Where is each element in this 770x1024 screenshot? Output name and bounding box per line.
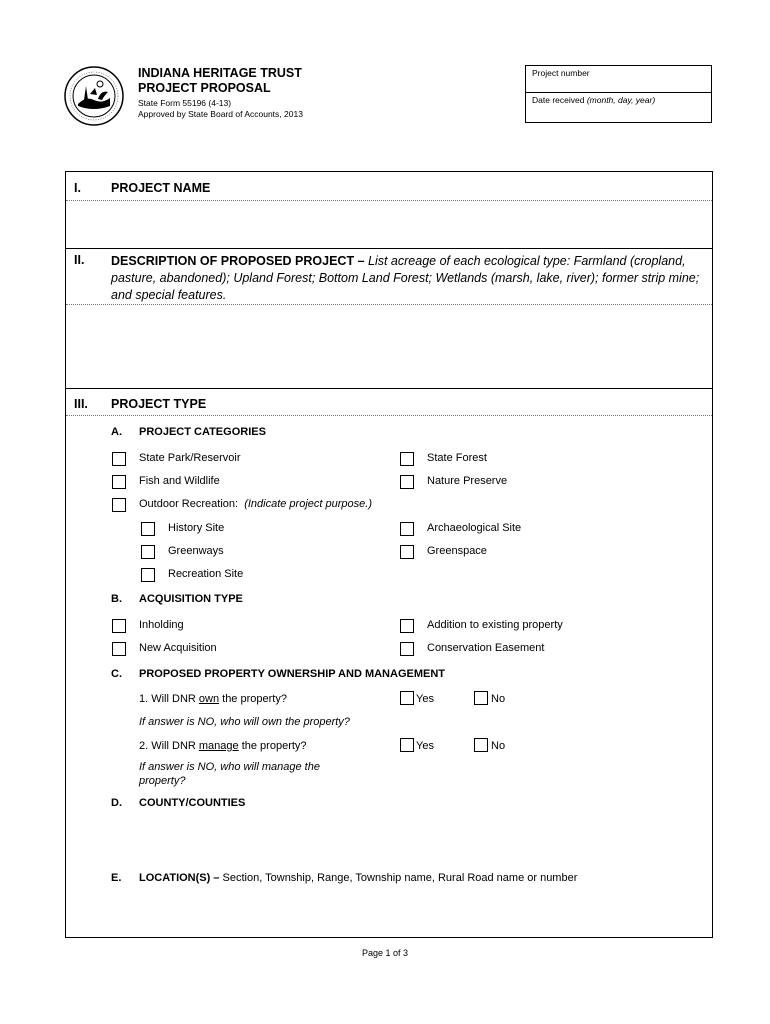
q1-post: the property? xyxy=(219,693,287,705)
checkbox-conservation-easement[interactable] xyxy=(400,642,414,656)
label-nature-preserve: Nature Preserve xyxy=(427,475,508,487)
subsection-a-title: PROJECT CATEGORIES xyxy=(139,426,266,438)
label-new-acquisition: New Acquisition xyxy=(139,642,217,654)
subsection-e-letter: E. xyxy=(111,872,122,884)
checkbox-greenways[interactable] xyxy=(141,545,155,559)
project-number-field[interactable] xyxy=(526,66,711,93)
title-line1: INDIANA HERITAGE TRUST xyxy=(138,66,302,80)
subsection-e-detail: Section, Township, Range, Township name, Rural Road name or number xyxy=(219,872,578,884)
label-own-yes: Yes xyxy=(416,693,434,705)
label-history-site: History Site xyxy=(168,522,225,534)
checkbox-inholding[interactable] xyxy=(112,619,126,633)
label-greenspace: Greenspace xyxy=(427,545,487,557)
section2-title: DESCRIPTION OF PROPOSED PROJECT – xyxy=(111,254,365,268)
office-use-box xyxy=(525,65,712,123)
q2-underlined: manage xyxy=(198,740,239,752)
label-fish-wildlife: Fish and Wildlife xyxy=(139,475,220,487)
q1-underlined: own xyxy=(198,693,220,705)
locations-input[interactable] xyxy=(139,890,699,934)
subsection-d-letter: D. xyxy=(111,797,122,809)
checkbox-own-no[interactable] xyxy=(474,691,488,705)
subsection-e-heading xyxy=(139,872,577,884)
outdoor-rec-text: Outdoor Recreation: xyxy=(139,498,239,510)
proposal-form xyxy=(65,171,713,938)
label-own-no: No xyxy=(491,693,506,705)
form-number: State Form 55196 (4-13) xyxy=(138,98,232,108)
label-inholding: Inholding xyxy=(139,619,184,631)
checkbox-greenspace[interactable] xyxy=(400,545,414,559)
label-greenways: Greenways xyxy=(168,545,224,557)
date-received-hint: (month, day, year) xyxy=(586,95,656,105)
checkbox-fish-wildlife[interactable] xyxy=(112,475,126,489)
section1-title: PROJECT NAME xyxy=(111,181,211,195)
checkbox-own-yes[interactable] xyxy=(400,691,414,705)
subsection-c-title: PROPOSED PROPERTY OWNERSHIP AND MANAGEMENT xyxy=(139,668,445,680)
subsection-b-letter: B. xyxy=(111,593,122,605)
section2-heading xyxy=(111,253,701,304)
label-state-forest: State Forest xyxy=(427,452,487,464)
page-number: Page 1 of 3 xyxy=(361,948,409,958)
label-recreation-site: Recreation Site xyxy=(168,568,244,580)
checkbox-recreation-site[interactable] xyxy=(141,568,155,582)
checkbox-nature-preserve[interactable] xyxy=(400,475,414,489)
checkbox-new-acquisition[interactable] xyxy=(112,642,126,656)
section1-number: I. xyxy=(74,181,81,195)
checkbox-state-forest[interactable] xyxy=(400,452,414,466)
checkbox-archaeological-site[interactable] xyxy=(400,522,414,536)
checkbox-outdoor-recreation[interactable] xyxy=(112,498,126,512)
label-state-park: State Park/Reservoir xyxy=(139,452,241,464)
checkbox-addition[interactable] xyxy=(400,619,414,633)
followup-manage: If answer is NO, who will manage the property? xyxy=(139,761,320,787)
checkbox-manage-yes[interactable] xyxy=(400,738,414,752)
section3-number: III. xyxy=(74,397,88,411)
counties-input[interactable] xyxy=(139,814,699,864)
label-addition: Addition to existing property xyxy=(427,619,563,631)
date-received-field[interactable] xyxy=(526,93,711,105)
date-received-label: Date received xyxy=(532,95,585,105)
approval-text: Approved by State Board of Accounts, 2013 xyxy=(138,109,303,119)
project-description-input[interactable] xyxy=(66,305,712,388)
section2-instructions: List acreage of each ecological type: Farmland (cropland, pasture, abandoned); Upland Forest; Bottom Land Forest; Wetlands (marsh, lake, river); former strip mine; and special features. xyxy=(111,254,700,302)
subsection-d-title: COUNTY/COUNTIES xyxy=(139,797,246,809)
checkbox-history-site[interactable] xyxy=(141,522,155,536)
q2-post: the property? xyxy=(238,740,307,752)
subsection-c-letter: C. xyxy=(111,668,122,680)
question-manage xyxy=(139,740,307,752)
label-manage-no: No xyxy=(491,740,506,752)
q1-pre: 1. Will DNR xyxy=(139,693,199,705)
section3-title: PROJECT TYPE xyxy=(111,397,207,411)
followup-own: If answer is NO, who will own the property? xyxy=(139,716,350,728)
subsection-b-title: ACQUISITION TYPE xyxy=(139,593,243,605)
title-line2: PROJECT PROPOSAL xyxy=(138,81,271,95)
question-own xyxy=(139,693,287,705)
checkbox-state-park[interactable] xyxy=(112,452,126,466)
label-manage-yes: Yes xyxy=(416,740,434,752)
project-name-input[interactable] xyxy=(66,201,712,248)
subsection-e-title: LOCATION(S) – xyxy=(139,872,220,884)
label-outdoor-recreation xyxy=(139,498,372,510)
outdoor-rec-hint: (Indicate project purpose.) xyxy=(244,498,372,510)
label-conservation-easement: Conservation Easement xyxy=(427,642,545,654)
project-number-label: Project number xyxy=(532,68,590,78)
checkbox-manage-no[interactable] xyxy=(474,738,488,752)
q2-pre: 2. Will DNR xyxy=(139,740,199,752)
form-title xyxy=(138,66,302,96)
label-archaeological-site: Archaeological Site xyxy=(427,522,522,534)
section2-number: II. xyxy=(74,253,85,267)
subsection-a-letter: A. xyxy=(111,426,122,438)
state-seal-logo xyxy=(64,66,124,126)
